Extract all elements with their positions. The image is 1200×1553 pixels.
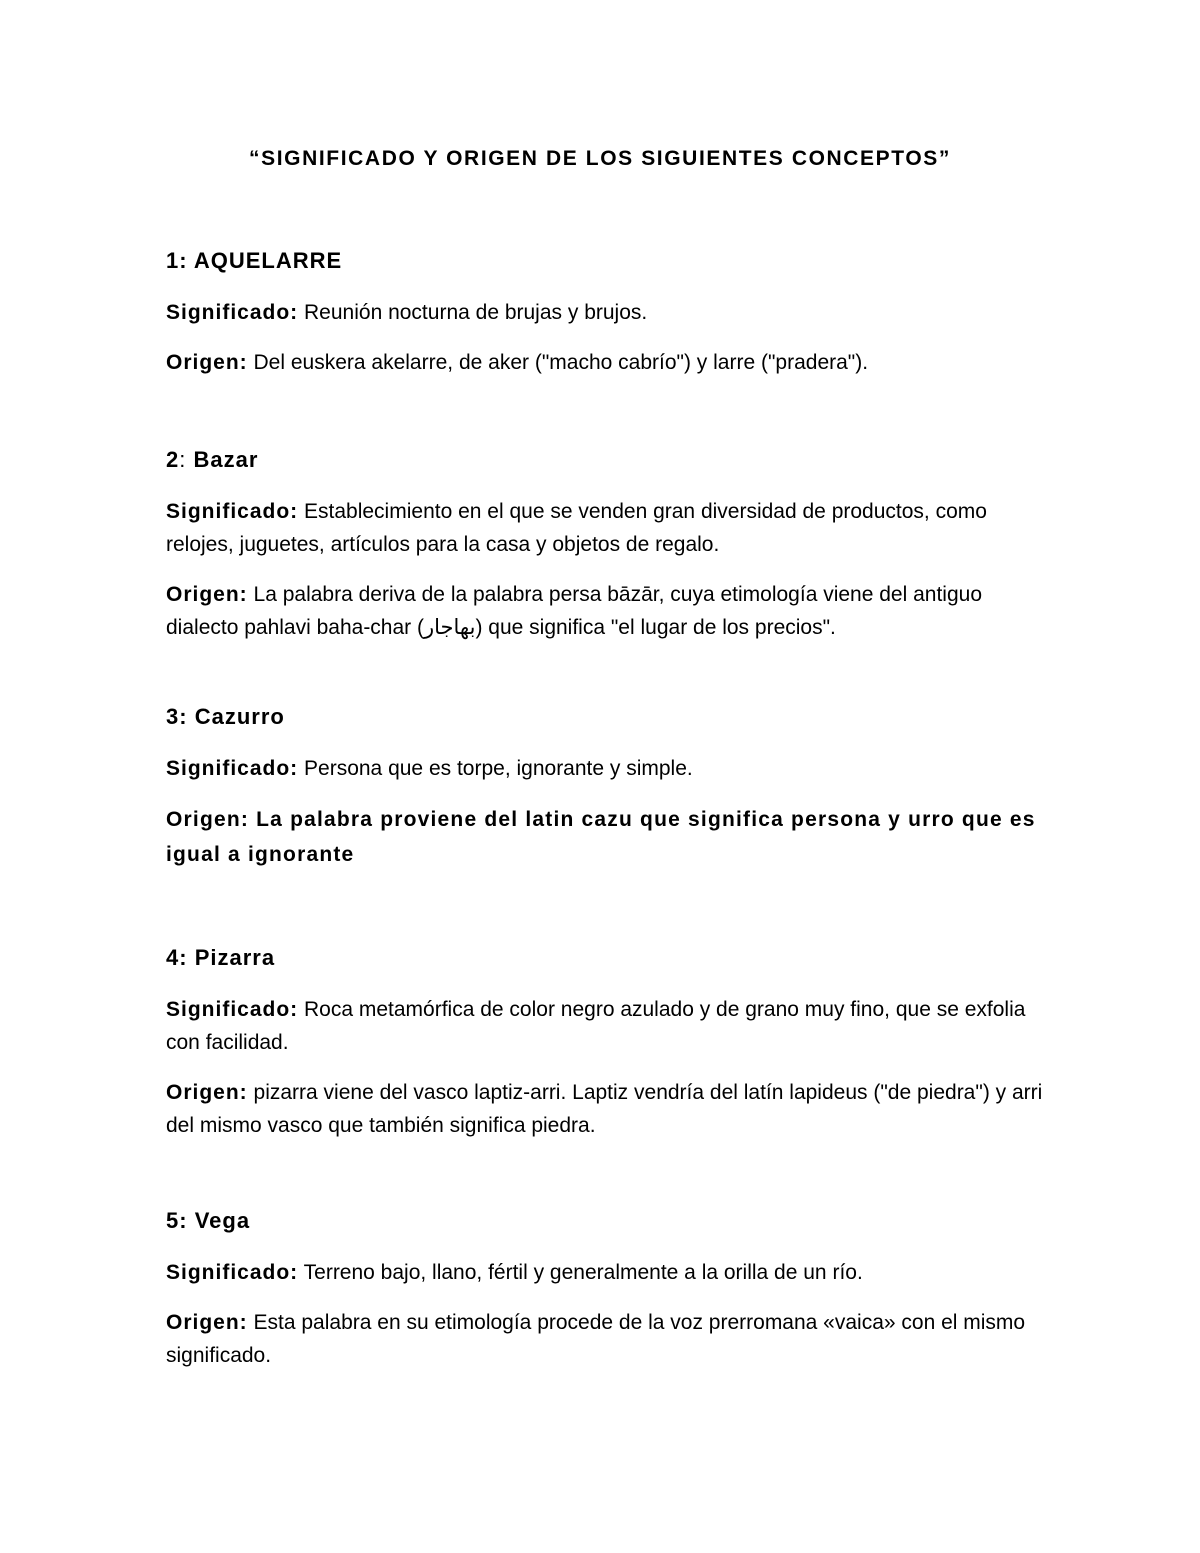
section-number: 3 [166,704,180,729]
origen-label: Origen: [166,351,248,374]
section-separator: : [179,248,188,273]
section-separator: : [179,945,188,970]
significado-paragraph [166,296,1046,329]
section-term: Bazar [193,447,259,472]
origen-text: La palabra proviene del latin cazu que significa persona y urro que es igual a ignorante [166,808,1036,866]
origen-paragraph [166,346,1046,379]
section-number: 5 [166,1208,180,1233]
significado-paragraph [166,752,1046,785]
section-term: Cazurro [194,704,285,729]
significado-paragraph [166,495,1046,561]
section-separator: : [179,1208,188,1233]
section-number: 2 [166,447,180,472]
origen-paragraph [166,1306,1046,1372]
origen-paragraph [166,1076,1046,1142]
origen-label: Origen: [166,583,248,606]
significado-text: Reunión nocturna de brujas y brujos. [304,301,648,324]
section-heading [166,1206,1046,1236]
significado-text: Roca metamórfica de color negro azulado y de grano muy fino, que se exfolia con facilidad. [166,998,1026,1054]
significado-text: Establecimiento en el que se venden gran diversidad de productos, como relojes, juguetes, artículos para la casa y objetos de regalo. [166,500,987,556]
section-term: Pizarra [194,945,276,970]
section-bazar [166,445,1046,661]
origen-text: Esta palabra en su etimología procede de la voz prerromana «vaica» con el mismo significado. [166,1311,1026,1367]
significado-label: Significado: [166,301,299,324]
significado-text: Terreno bajo, llano, fértil y generalmente a la orilla de un río. [303,1261,863,1284]
significado-label: Significado: [166,1261,299,1284]
origen-paragraph [166,578,1046,644]
section-number: 1 [166,248,180,273]
section-pizarra [166,943,1046,1159]
origen-text: La palabra deriva de la palabra persa bāzār, cuya etimología viene del antiguo dialecto pahlavi baha-char (بهاجار) que significa "el lugar de los precios". [166,583,983,639]
document-title: “SIGNIFICADO Y ORIGEN DE LOS SIGUIENTES CONCEPTOS” [249,147,951,170]
significado-paragraph [166,993,1046,1059]
section-heading [166,943,1046,973]
section-heading [166,445,1046,475]
section-separator: : [179,447,187,472]
origen-text: pizarra viene del vasco laptiz-arri. Laptiz vendría del latín lapideus ("de piedra") y arri del mismo vasco que también significa piedra. [166,1081,1043,1137]
significado-paragraph [166,1256,1046,1289]
section-heading [166,246,1046,276]
section-term: Vega [194,1208,251,1233]
origen-label: Origen: [166,1311,248,1334]
significado-text: Persona que es torpe, ignorante y simple. [304,757,693,780]
significado-label: Significado: [166,757,299,780]
section-separator: : [179,704,188,729]
significado-label: Significado: [166,998,299,1021]
origen-text: Del euskera akelarre, de aker ("macho cabrío") y larre ("pradera"). [253,351,869,374]
section-term: AQUELARRE [193,248,343,273]
origen-label: Origen: [166,1081,248,1104]
section-aquelarre [166,246,1046,396]
origen-paragraph [166,802,1046,872]
section-vega [166,1206,1046,1389]
section-cazurro [166,702,1046,889]
significado-label: Significado: [166,500,299,523]
section-heading [166,702,1046,732]
origen-label: Origen: [166,808,250,831]
section-number: 4 [166,945,180,970]
